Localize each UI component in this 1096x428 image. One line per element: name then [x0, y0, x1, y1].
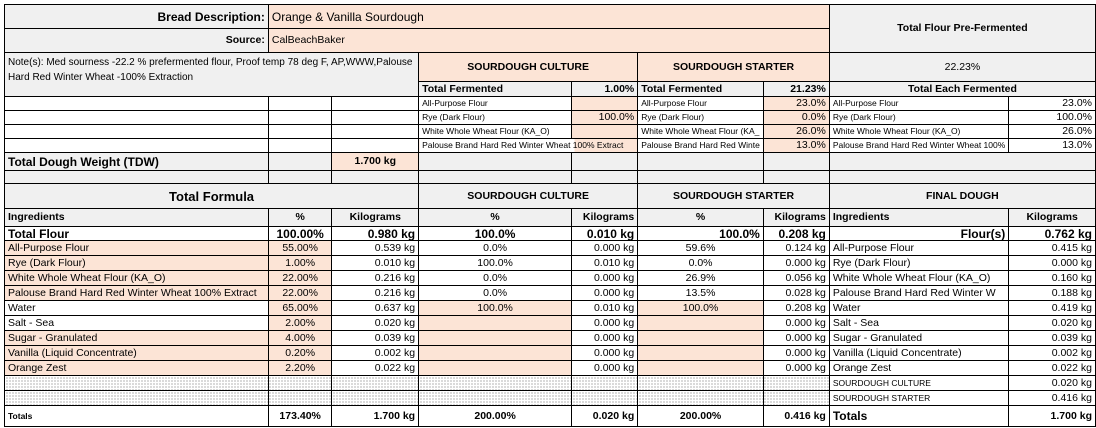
culture-pct[interactable]	[419, 331, 572, 346]
ingredient-name[interactable]: All-Purpose Flour	[5, 241, 269, 256]
tdw-value[interactable]: 1.700 kg	[332, 153, 419, 171]
culture-item-name[interactable]: Rye (Dark Flour)	[419, 111, 572, 125]
dotted-cell[interactable]	[419, 376, 572, 391]
final-ingredient-name[interactable]: All-Purpose Flour	[829, 241, 1008, 256]
starter-kg[interactable]: 0.000 kg	[763, 346, 829, 361]
final-ingredient-kg[interactable]: 0.020 kg	[1009, 316, 1096, 331]
ingredient-name[interactable]: Orange Zest	[5, 361, 269, 376]
ingredient-pct[interactable]: 2.00%	[268, 316, 332, 331]
blank-cell[interactable]	[572, 153, 638, 171]
culture-pct[interactable]: 0.0%	[419, 241, 572, 256]
column-header[interactable]: Kilograms	[1009, 209, 1096, 227]
dotted-cell[interactable]	[419, 391, 572, 406]
sheet-row	[5, 331, 1096, 346]
starter-kg[interactable]: 0.124 kg	[763, 241, 829, 256]
blank-cell[interactable]	[332, 139, 419, 153]
column-header[interactable]: Ingredients	[829, 209, 1008, 227]
culture-item-pct[interactable]: 100.0%	[572, 111, 638, 125]
starter-item-pct[interactable]: 0.0%	[763, 111, 829, 125]
starter-item-pct[interactable]: 13.0%	[763, 139, 829, 153]
starter-kg[interactable]: 0.028 kg	[763, 286, 829, 301]
dotted-cell[interactable]	[5, 376, 269, 391]
starter-kg[interactable]: 0.000 kg	[763, 331, 829, 346]
totals-cell[interactable]: 200.00%	[638, 406, 764, 427]
sheet-row	[5, 171, 1096, 184]
culture-kg[interactable]: 0.010 kg	[572, 301, 638, 316]
total-formula-title[interactable]: Total Formula	[5, 184, 419, 209]
totals-cell[interactable]: 1.700 kg	[332, 406, 419, 427]
ingredient-pct[interactable]: 1.00%	[268, 256, 332, 271]
column-header[interactable]: Kilograms	[763, 209, 829, 227]
starter-item-pct[interactable]: 23.0%	[763, 97, 829, 111]
final-ingredient-name[interactable]: Water	[829, 301, 1008, 316]
ingredient-kg[interactable]: 0.539 kg	[332, 241, 419, 256]
culture-title[interactable]: SOURDOUGH CULTURE	[419, 53, 638, 82]
total-flour-cell[interactable]: 0.208 kg	[763, 227, 829, 241]
ingredient-pct[interactable]: 4.00%	[268, 331, 332, 346]
culture-kg[interactable]: 0.000 kg	[572, 361, 638, 376]
recipe-spreadsheet	[4, 4, 1096, 427]
culture-kg[interactable]: 0.000 kg	[572, 271, 638, 286]
starter-pct[interactable]	[638, 316, 764, 331]
culture-kg[interactable]: 0.000 kg	[572, 346, 638, 361]
each-item-pct[interactable]: 26.0%	[1009, 125, 1096, 139]
ingredient-pct[interactable]: 2.20%	[268, 361, 332, 376]
total-flour-cell[interactable]: 100.0%	[638, 227, 764, 241]
ingredient-name[interactable]: Sugar - Granulated	[5, 331, 269, 346]
sheet-row	[5, 111, 1096, 125]
dotted-cell[interactable]	[572, 391, 638, 406]
sheet-row	[5, 5, 1096, 29]
ingredient-kg[interactable]: 0.022 kg	[332, 361, 419, 376]
sheet-row	[5, 361, 1096, 376]
totals-cell[interactable]: Totals	[829, 406, 1008, 427]
starter-item-name[interactable]: White Whole Wheat Flour (KA_	[638, 125, 764, 139]
starter-pct[interactable]	[638, 361, 764, 376]
sheet-row	[5, 153, 1096, 171]
final-ingredient-kg[interactable]: 0.419 kg	[1009, 301, 1096, 316]
ingredient-name[interactable]: Rye (Dark Flour)	[5, 256, 269, 271]
starter-pct[interactable]: 26.9%	[638, 271, 764, 286]
ingredient-pct[interactable]: 65.00%	[268, 301, 332, 316]
culture-pct[interactable]	[419, 361, 572, 376]
culture-item-pct[interactable]	[572, 125, 638, 139]
final-ingredient-kg[interactable]: 0.160 kg	[1009, 271, 1096, 286]
blank-cell[interactable]	[332, 171, 419, 184]
blank-cell[interactable]	[419, 171, 572, 184]
total-flour-cell[interactable]: 0.980 kg	[332, 227, 419, 241]
column-header[interactable]: %	[419, 209, 572, 227]
final-ingredient-kg[interactable]: 0.415 kg	[1009, 241, 1096, 256]
ingredient-name[interactable]: Palouse Brand Hard Red Winter Wheat 100% Extract	[5, 286, 269, 301]
starter-pct[interactable]: 100.0%	[638, 301, 764, 316]
totals-cell[interactable]: 0.020 kg	[572, 406, 638, 427]
starter-total-label[interactable]: Total Fermented	[638, 82, 764, 97]
culture-item-pct[interactable]	[572, 97, 638, 111]
final-ingredient-name[interactable]: White Whole Wheat Flour (KA_O)	[829, 271, 1008, 286]
final-ingredient-kg[interactable]: 0.000 kg	[1009, 256, 1096, 271]
ingredient-kg[interactable]: 0.002 kg	[332, 346, 419, 361]
dotted-cell[interactable]	[763, 376, 829, 391]
sheet-row	[5, 346, 1096, 361]
final-preferment-name[interactable]: SOURDOUGH CULTURE	[829, 376, 1008, 391]
bread-description-label[interactable]: Bread Description:	[5, 5, 269, 29]
dotted-cell[interactable]	[268, 391, 332, 406]
starter-item-pct[interactable]: 26.0%	[763, 125, 829, 139]
total-flour-cell[interactable]: Flour(s)	[829, 227, 1008, 241]
blank-cell[interactable]	[638, 153, 764, 171]
final-ingredient-name[interactable]: Sugar - Granulated	[829, 331, 1008, 346]
final-preferment-kg[interactable]: 0.416 kg	[1009, 391, 1096, 406]
sheet-row	[5, 256, 1096, 271]
blank-cell[interactable]	[5, 171, 269, 184]
final-ingredient-kg[interactable]: 0.022 kg	[1009, 361, 1096, 376]
culture-kg[interactable]: 0.000 kg	[572, 331, 638, 346]
ingredient-kg[interactable]: 0.216 kg	[332, 286, 419, 301]
blank-cell[interactable]	[5, 111, 269, 125]
starter-pct[interactable]	[638, 346, 764, 361]
each-item-name[interactable]: White Whole Wheat Flour (KA_O)	[829, 125, 1008, 139]
final-ingredient-name[interactable]: Orange Zest	[829, 361, 1008, 376]
source-label[interactable]: Source:	[5, 29, 269, 53]
sheet-row	[5, 53, 1096, 82]
starter-pct[interactable]	[638, 331, 764, 346]
sheet-row	[5, 406, 1096, 427]
blank-cell[interactable]	[638, 171, 764, 184]
starter-section-title[interactable]: SOURDOUGH STARTER	[638, 184, 830, 209]
culture-section-title[interactable]: SOURDOUGH CULTURE	[419, 184, 638, 209]
blank-cell[interactable]	[5, 139, 269, 153]
culture-pct[interactable]: 0.0%	[419, 286, 572, 301]
pre-fermented-label[interactable]: Total Flour Pre-Fermented	[829, 5, 1095, 53]
blank-cell[interactable]	[268, 171, 332, 184]
totals-cell[interactable]: 0.416 kg	[763, 406, 829, 427]
column-header[interactable]: %	[638, 209, 764, 227]
blank-cell[interactable]	[763, 153, 829, 171]
each-item-pct[interactable]: 23.0%	[1009, 97, 1096, 111]
pre-fermented-value[interactable]: 22.23%	[829, 53, 1095, 82]
dotted-cell[interactable]	[332, 391, 419, 406]
ingredient-name[interactable]: Water	[5, 301, 269, 316]
culture-kg[interactable]: 0.000 kg	[572, 316, 638, 331]
total-flour-cell[interactable]: 100.00%	[268, 227, 332, 241]
ingredient-name[interactable]: White Whole Wheat Flour (KA_O)	[5, 271, 269, 286]
culture-total-label[interactable]: Total Fermented	[419, 82, 572, 97]
each-item-name[interactable]: Palouse Brand Hard Red Winter Wheat 100%	[829, 139, 1008, 153]
blank-cell[interactable]	[829, 171, 1095, 184]
blank-cell[interactable]	[572, 171, 638, 184]
dotted-cell[interactable]	[332, 376, 419, 391]
each-fermented-title[interactable]: Total Each Fermented	[829, 82, 1095, 97]
blank-cell[interactable]	[5, 97, 269, 111]
column-header[interactable]: %	[268, 209, 332, 227]
ingredient-kg[interactable]: 0.039 kg	[332, 331, 419, 346]
starter-pct[interactable]: 13.5%	[638, 286, 764, 301]
sheet-row	[5, 209, 1096, 227]
sheet-row	[5, 184, 1096, 209]
column-header[interactable]: Kilograms	[572, 209, 638, 227]
blank-cell[interactable]	[332, 111, 419, 125]
sheet-row	[5, 97, 1096, 111]
ingredient-kg[interactable]: 0.216 kg	[332, 271, 419, 286]
ingredient-kg[interactable]: 0.010 kg	[332, 256, 419, 271]
each-item-pct[interactable]: 13.0%	[1009, 139, 1096, 153]
total-flour-cell[interactable]: Total Flour	[5, 227, 269, 241]
column-header[interactable]: Kilograms	[332, 209, 419, 227]
starter-kg[interactable]: 0.000 kg	[763, 361, 829, 376]
culture-pct[interactable]	[419, 346, 572, 361]
final-ingredient-name[interactable]: Palouse Brand Hard Red Winter W	[829, 286, 1008, 301]
notes-cell[interactable]: Note(s): Med sourness -22.2 % prefermented flour, Proof temp 78 deg F, AP,WWW,Palouse Hard Red Winter Wheat -100% Extraction	[5, 53, 419, 97]
starter-total-value[interactable]: 21.23%	[763, 82, 829, 97]
culture-item-name[interactable]: Palouse Brand Hard Red Winter Wheat 100% Extract	[419, 139, 638, 153]
totals-cell[interactable]: Totals	[5, 406, 269, 427]
totals-cell[interactable]: 1.700 kg	[1009, 406, 1096, 427]
ingredient-pct[interactable]: 22.00%	[268, 286, 332, 301]
culture-kg[interactable]: 0.000 kg	[572, 241, 638, 256]
final-ingredient-name[interactable]: Salt - Sea	[829, 316, 1008, 331]
blank-cell[interactable]	[763, 171, 829, 184]
sheet-row	[5, 271, 1096, 286]
final-ingredient-name[interactable]: Vanilla (Liquid Concentrate)	[829, 346, 1008, 361]
starter-item-name[interactable]: All-Purpose Flour	[638, 97, 764, 111]
blank-cell[interactable]	[268, 153, 332, 171]
blank-cell[interactable]	[419, 153, 572, 171]
sheet-row	[5, 139, 1096, 153]
blank-cell[interactable]	[268, 111, 332, 125]
sheet-row	[5, 286, 1096, 301]
culture-pct[interactable]: 100.0%	[419, 256, 572, 271]
final-ingredient-name[interactable]: Rye (Dark Flour)	[829, 256, 1008, 271]
ingredient-kg[interactable]: 0.020 kg	[332, 316, 419, 331]
source-input[interactable]: CalBeachBaker	[268, 29, 829, 53]
blank-cell[interactable]	[829, 153, 1095, 171]
blank-cell[interactable]	[268, 139, 332, 153]
sheet-row	[5, 391, 1096, 406]
ingredient-pct[interactable]: 55.00%	[268, 241, 332, 256]
starter-kg[interactable]: 0.208 kg	[763, 301, 829, 316]
blank-cell[interactable]	[332, 125, 419, 139]
blank-cell[interactable]	[5, 125, 269, 139]
sheet-row	[5, 316, 1096, 331]
blank-cell[interactable]	[332, 97, 419, 111]
culture-kg[interactable]: 0.010 kg	[572, 256, 638, 271]
final-ingredient-kg[interactable]: 0.188 kg	[1009, 286, 1096, 301]
dotted-cell[interactable]	[638, 391, 764, 406]
sheet-row	[5, 125, 1096, 139]
totals-cell[interactable]: 200.00%	[419, 406, 572, 427]
culture-pct[interactable]	[419, 316, 572, 331]
final-ingredient-kg[interactable]: 0.039 kg	[1009, 331, 1096, 346]
starter-pct[interactable]: 0.0%	[638, 256, 764, 271]
final-ingredient-kg[interactable]: 0.002 kg	[1009, 346, 1096, 361]
dotted-cell[interactable]	[5, 391, 269, 406]
total-flour-cell[interactable]: 0.010 kg	[572, 227, 638, 241]
starter-kg[interactable]: 0.000 kg	[763, 256, 829, 271]
ingredient-name[interactable]: Vanilla (Liquid Concentrate)	[5, 346, 269, 361]
each-item-pct[interactable]: 100.0%	[1009, 111, 1096, 125]
tdw-label[interactable]: Total Dough Weight (TDW)	[5, 153, 269, 171]
blank-cell[interactable]	[268, 125, 332, 139]
sheet-row	[5, 301, 1096, 316]
culture-item-name[interactable]: White Whole Wheat Flour (KA_O)	[419, 125, 572, 139]
starter-kg[interactable]: 0.056 kg	[763, 271, 829, 286]
dotted-cell[interactable]	[763, 391, 829, 406]
ingredient-pct[interactable]: 22.00%	[268, 271, 332, 286]
each-item-name[interactable]: All-Purpose Flour	[829, 97, 1008, 111]
ingredient-kg[interactable]: 0.637 kg	[332, 301, 419, 316]
sheet-row	[5, 241, 1096, 256]
starter-title[interactable]: SOURDOUGH STARTER	[638, 53, 830, 82]
starter-kg[interactable]: 0.000 kg	[763, 316, 829, 331]
starter-item-name[interactable]: Palouse Brand Hard Red Winte	[638, 139, 764, 153]
dotted-cell[interactable]	[638, 376, 764, 391]
culture-item-name[interactable]: All-Purpose Flour	[419, 97, 572, 111]
total-flour-cell[interactable]: 100.0%	[419, 227, 572, 241]
totals-cell[interactable]: 173.40%	[268, 406, 332, 427]
column-header[interactable]: Ingredients	[5, 209, 269, 227]
culture-pct[interactable]: 0.0%	[419, 271, 572, 286]
total-flour-cell[interactable]: 0.762 kg	[1009, 227, 1096, 241]
blank-cell[interactable]	[268, 97, 332, 111]
final-dough-title[interactable]: FINAL DOUGH	[829, 184, 1095, 209]
dotted-cell[interactable]	[572, 376, 638, 391]
culture-pct[interactable]: 100.0%	[419, 301, 572, 316]
final-preferment-name[interactable]: SOURDOUGH STARTER	[829, 391, 1008, 406]
dotted-cell[interactable]	[268, 376, 332, 391]
bread-description-input[interactable]: Orange & Vanilla Sourdough	[268, 5, 829, 29]
each-item-name[interactable]: Rye (Dark Flour)	[829, 111, 1008, 125]
ingredient-name[interactable]: Salt - Sea	[5, 316, 269, 331]
culture-total-value[interactable]: 1.00%	[572, 82, 638, 97]
sheet-row	[5, 227, 1096, 241]
sheet-row	[5, 376, 1096, 391]
culture-kg[interactable]: 0.000 kg	[572, 286, 638, 301]
starter-pct[interactable]: 59.6%	[638, 241, 764, 256]
final-preferment-kg[interactable]: 0.020 kg	[1009, 376, 1096, 391]
ingredient-pct[interactable]: 0.20%	[268, 346, 332, 361]
starter-item-name[interactable]: Rye (Dark Flour)	[638, 111, 764, 125]
